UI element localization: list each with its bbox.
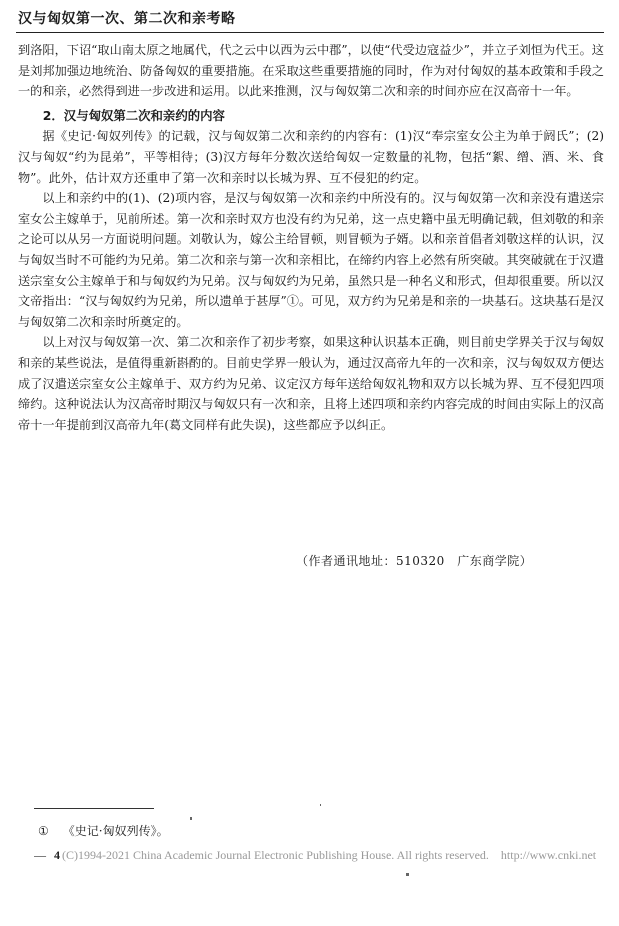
paragraph-3: 以上和亲约中的(1)、(2)项内容，是汉与匈奴第一次和亲约中所没有的。汉与匈奴第一次和亲没有遣送宗室女公主嫁单于，见前所述。第一次和亲时双方也没有约为兄弟，这一点史籍中虽无明确记载，但刘敬的和亲之论可以从另一方面说明问题。刘敬认为，嫁公主给冒顿，则冒顿为子婿。以和亲首倡者刘敬这样的认识，汉与匈奴当时不可能约为兄弟。第二次和亲与第一次和亲相比，在缔约内容上必然有所突破。其突破就在于汉遣送宗室女公主嫁单于和与匈奴约为兄弟。汉与匈奴约为兄弟，虽然只是一种名义和形式，但却很重要。所以汉文帝指出：“汉与匈奴约为兄弟，所以遗单于甚厚”①。可见，双方约为兄弟是和亲的一块基石。这块基石是汉与匈奴第二次和亲时所奠定的。 (18, 191, 604, 329)
footnote-rule (34, 808, 154, 809)
section-heading-2: 2．汉与匈奴第二次和亲约的内容 (42, 107, 225, 123)
author-address-note: （作者通讯地址：510320 广东商学院） (296, 554, 533, 568)
footer-dash: — (34, 848, 46, 862)
paragraph-1: 到洛阳，下诏“取山南太原之地属代，代之云中以西为云中郡”，以使“代受边寇益少”，并立子刘恒为代王。这是刘邦加强边地统治、防备匈奴的重要措施。在采取这些重要措施的同时，作为对付匈奴的基本政策和手段之一的和亲，必然得到进一步改进和运用。以此来推测，汉与匈奴第二次和亲的时间亦应在汉高帝十一年。 (18, 43, 604, 99)
running-header: 汉与匈奴第一次、第二次和亲考略 (18, 11, 236, 27)
page-number: 4 (54, 848, 60, 862)
scan-speck (406, 873, 409, 876)
paragraph-4: 以上对汉与匈奴第一次、第二次和亲作了初步考察，如果这种认识基本正确，则目前史学界关于汉与匈奴和亲的某些说法，是值得重新斟酌的。目前史学界一般认为，通过汉高帝九年的一次和亲，汉与匈奴双方便达成了汉遣送宗室女公主嫁单于、双方约为兄弟、议定汉方每年送给匈奴礼物和双方以长城为界、互不侵犯四项缔约。这种说法认为汉高帝时期汉与匈奴只有一次和亲，且将上述四项和亲约内容完成的时间由实际上的汉高帝十一年提前到汉高帝九年(葛文同样有此失误)，这些都应予以纠正。 (18, 335, 604, 432)
footnote-text: 《史记·匈奴列传》。 (62, 824, 169, 838)
paragraph-2: 据《史记·匈奴列传》的记载，汉与匈奴第二次和亲约的内容有：(1)汉“奉宗室女公主为单于阏氏”；(2)汉与匈奴“约为昆弟”，平等相待；(3)汉方每年分数次送给匈奴一定数量的礼物，包括“絮、缯、酒、米、食物”。此外，估计双方还重申了第一次和亲时以长城为界、互不侵犯的约定。 (18, 129, 604, 185)
footnote (38, 822, 169, 839)
header-rule (16, 32, 604, 33)
scan-speck (320, 804, 321, 806)
footnote-marker: ① (38, 824, 49, 838)
scan-speck (190, 817, 192, 820)
page-footer (34, 846, 619, 864)
article-body (18, 40, 604, 435)
copyright-line: (C)1994-2021 China Academic Journal Electronic Publishing House. All rights reserved. http://www.cnki.net (62, 848, 597, 862)
